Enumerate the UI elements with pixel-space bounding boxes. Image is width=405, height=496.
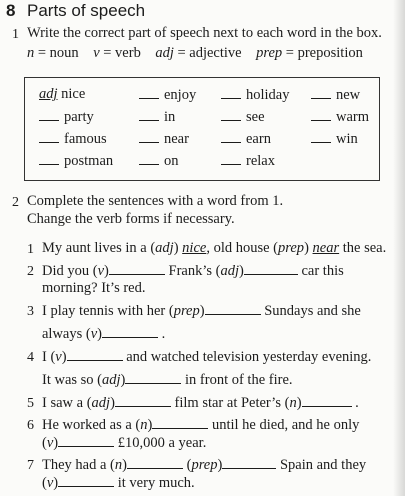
word: on	[164, 153, 179, 169]
word-cell	[39, 130, 107, 148]
word-cell	[139, 152, 179, 170]
word: postman	[64, 153, 114, 169]
word-cell	[221, 130, 271, 148]
item-number: 3	[27, 304, 34, 319]
answer-blank[interactable]	[221, 86, 241, 99]
key-prep: prep	[256, 45, 283, 61]
item-number: 7	[27, 458, 34, 473]
answer-blank[interactable]	[139, 130, 159, 143]
sentence-line: My aunt lives in a (adj) nice, old house (prep) near the sea.	[42, 240, 387, 256]
item-number: 6	[27, 418, 34, 433]
word: see	[246, 109, 265, 125]
word-cell	[39, 108, 94, 126]
word: party	[64, 109, 94, 125]
sentence-line: morning? It’s red.	[42, 280, 146, 296]
word: enjoy	[164, 87, 197, 103]
word-cell	[311, 86, 360, 104]
word: holiday	[246, 87, 290, 103]
key-n: n	[27, 45, 35, 61]
item-number: 5	[27, 396, 34, 411]
answer-blank[interactable]	[58, 474, 114, 487]
word: win	[336, 131, 358, 147]
exercise-2-instruction: Complete the sentences with a word from 1.	[27, 193, 284, 209]
sentence-line: Did you (v) Frank’s (adj) car this	[42, 263, 344, 279]
answer-blank[interactable]	[222, 456, 276, 469]
key-adj-meaning: = adjective	[173, 45, 242, 61]
answer-blank[interactable]	[139, 152, 159, 165]
parts-of-speech-key	[27, 45, 363, 62]
exercise-2-number: 2	[12, 195, 19, 210]
answer-blank[interactable]	[244, 262, 298, 275]
sentence-line: I play tennis with her (prep) Sundays and she	[42, 303, 361, 319]
answer-blank[interactable]	[67, 348, 123, 361]
word: nice	[61, 86, 86, 102]
word: warm	[336, 109, 370, 125]
answer-blank[interactable]	[39, 130, 59, 143]
sentence-line: (v) it very much.	[42, 475, 195, 491]
word-cell	[221, 86, 290, 104]
answer-blank[interactable]	[58, 434, 114, 447]
sentence-line: I saw a (adj) film star at Peter’s (n) .	[42, 395, 359, 411]
exercise-1-instruction: Write the correct part of speech next to each word in the box.	[27, 25, 382, 41]
word-cell	[221, 108, 265, 126]
example-answer: adj	[39, 86, 58, 102]
answer-blank[interactable]	[125, 371, 181, 384]
answer-blank[interactable]	[39, 152, 59, 165]
word: in	[164, 109, 176, 125]
section-number: 8	[6, 1, 16, 20]
answer-blank[interactable]	[221, 152, 241, 165]
word-cell	[311, 108, 369, 126]
key-v: v	[93, 45, 100, 61]
word-cell	[221, 152, 275, 170]
word-cell	[39, 86, 85, 103]
word: new	[336, 87, 361, 103]
item-number: 2	[27, 264, 34, 279]
answer-blank[interactable]	[205, 302, 261, 315]
key-n-meaning: = noun	[34, 45, 79, 61]
page-edge-shadow	[393, 0, 405, 496]
answer-blank[interactable]	[152, 416, 208, 429]
example-answer-nice: nice	[182, 240, 207, 256]
word-cell	[139, 130, 189, 148]
word-box	[24, 77, 380, 181]
exercise-1-number: 1	[12, 27, 19, 42]
section-title: Parts of speech	[27, 1, 146, 20]
item-number: 1	[27, 242, 34, 257]
answer-blank[interactable]	[115, 394, 171, 407]
key-adj: adj	[155, 45, 174, 61]
sentence-line: always (v) .	[42, 326, 166, 342]
word: near	[164, 131, 189, 147]
example-answer-near: near	[312, 240, 340, 256]
sentence-line: It was so (adj) in front of the fire.	[42, 372, 293, 388]
word-cell	[39, 152, 113, 170]
answer-blank[interactable]	[127, 456, 183, 469]
answer-blank[interactable]	[139, 86, 159, 99]
answer-blank[interactable]	[302, 394, 352, 407]
sentence-line: They had a (n) (prep) Spain and they	[42, 457, 367, 473]
word-cell	[311, 130, 358, 148]
answer-blank[interactable]	[39, 108, 59, 121]
item-number: 4	[27, 350, 34, 365]
exercise-2-instruction-line2: Change the verb forms if necessary.	[27, 211, 235, 227]
answer-blank[interactable]	[221, 108, 241, 121]
word: earn	[246, 131, 271, 147]
word-cell	[139, 86, 196, 104]
answer-blank[interactable]	[109, 262, 165, 275]
answer-blank[interactable]	[311, 108, 331, 121]
word-cell	[139, 108, 175, 126]
key-prep-meaning: = preposition	[282, 45, 363, 61]
word: relax	[246, 153, 275, 169]
word: famous	[64, 131, 107, 147]
answer-blank[interactable]	[311, 86, 331, 99]
key-v-meaning: = verb	[99, 45, 141, 61]
answer-blank[interactable]	[311, 130, 331, 143]
sentence-line: He worked as a (n) until he died, and he only	[42, 417, 360, 433]
answer-blank[interactable]	[102, 325, 158, 338]
answer-blank[interactable]	[139, 108, 159, 121]
answer-blank[interactable]	[221, 130, 241, 143]
sentence-line: (v) £10,000 a year.	[42, 435, 207, 451]
sentence-line: I (v) and watched television yesterday evening.	[42, 349, 372, 365]
